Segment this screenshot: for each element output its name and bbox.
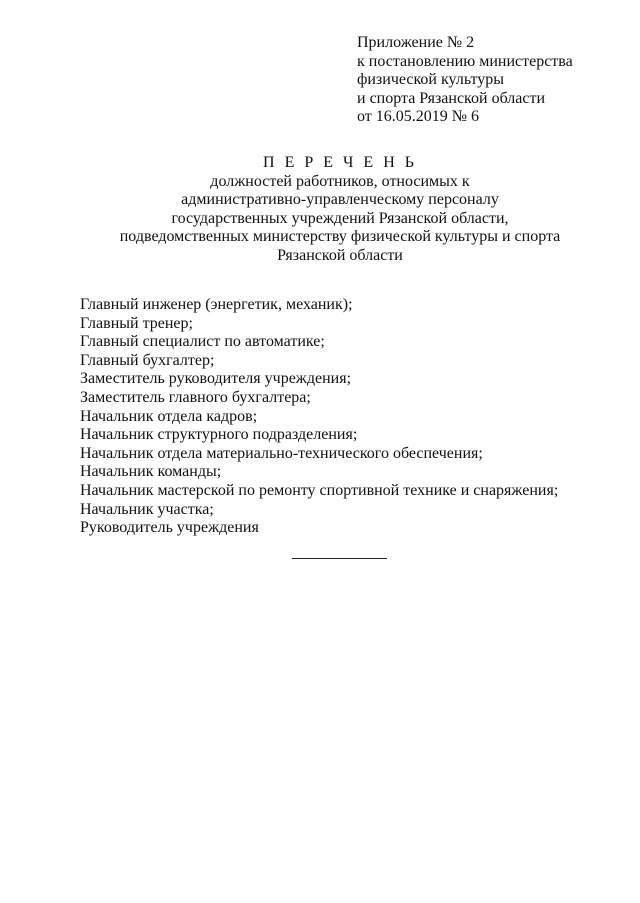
list-item: Начальник команды; xyxy=(80,463,222,481)
title-line: подведомственных министерству физической культуры и спорта xyxy=(119,228,561,245)
appendix-line: физической культуры xyxy=(357,71,505,88)
document-title xyxy=(100,154,580,265)
end-divider xyxy=(292,558,387,559)
list-item: Заместитель главного бухгалтера; xyxy=(80,388,311,406)
list-item: Главный тренер; xyxy=(80,314,193,332)
list-item: Заместитель руководителя учреждения; xyxy=(80,370,352,388)
appendix-line: и спорта Рязанской области xyxy=(357,89,546,107)
title-line: Рязанской области xyxy=(277,246,403,264)
list-item: Начальник отдела кадров; xyxy=(80,407,258,425)
list-item: Главный инженер (энергетик, механик); xyxy=(80,296,353,313)
title-heading: П Е Р Е Ч Е Н Ь xyxy=(263,154,417,171)
list-item: Начальник мастерской по ремонту спортивной технике и снаряжения; xyxy=(80,481,559,499)
appendix-line: Приложение № 2 xyxy=(357,34,475,51)
list-item: Начальник участка; xyxy=(80,500,214,518)
appendix-line: к постановлению министерства xyxy=(357,52,573,70)
title-line: административно-управленческому персоналу xyxy=(181,191,499,208)
appendix-line: от 16.05.2019 № 6 xyxy=(357,108,480,125)
list-item: Главный специалист по автоматике; xyxy=(80,333,325,351)
title-line: должностей работников, относимых к xyxy=(210,172,470,190)
appendix-header xyxy=(357,34,573,127)
list-item: Начальник структурного подразделения; xyxy=(80,426,358,444)
positions-list xyxy=(80,296,558,538)
list-item: Главный бухгалтер; xyxy=(80,351,215,369)
list-item: Руководитель учреждения xyxy=(80,519,259,537)
list-item: Начальник отдела материально-технического обеспечения; xyxy=(80,444,483,462)
title-line: государственных учреждений Рязанской области, xyxy=(171,209,509,227)
